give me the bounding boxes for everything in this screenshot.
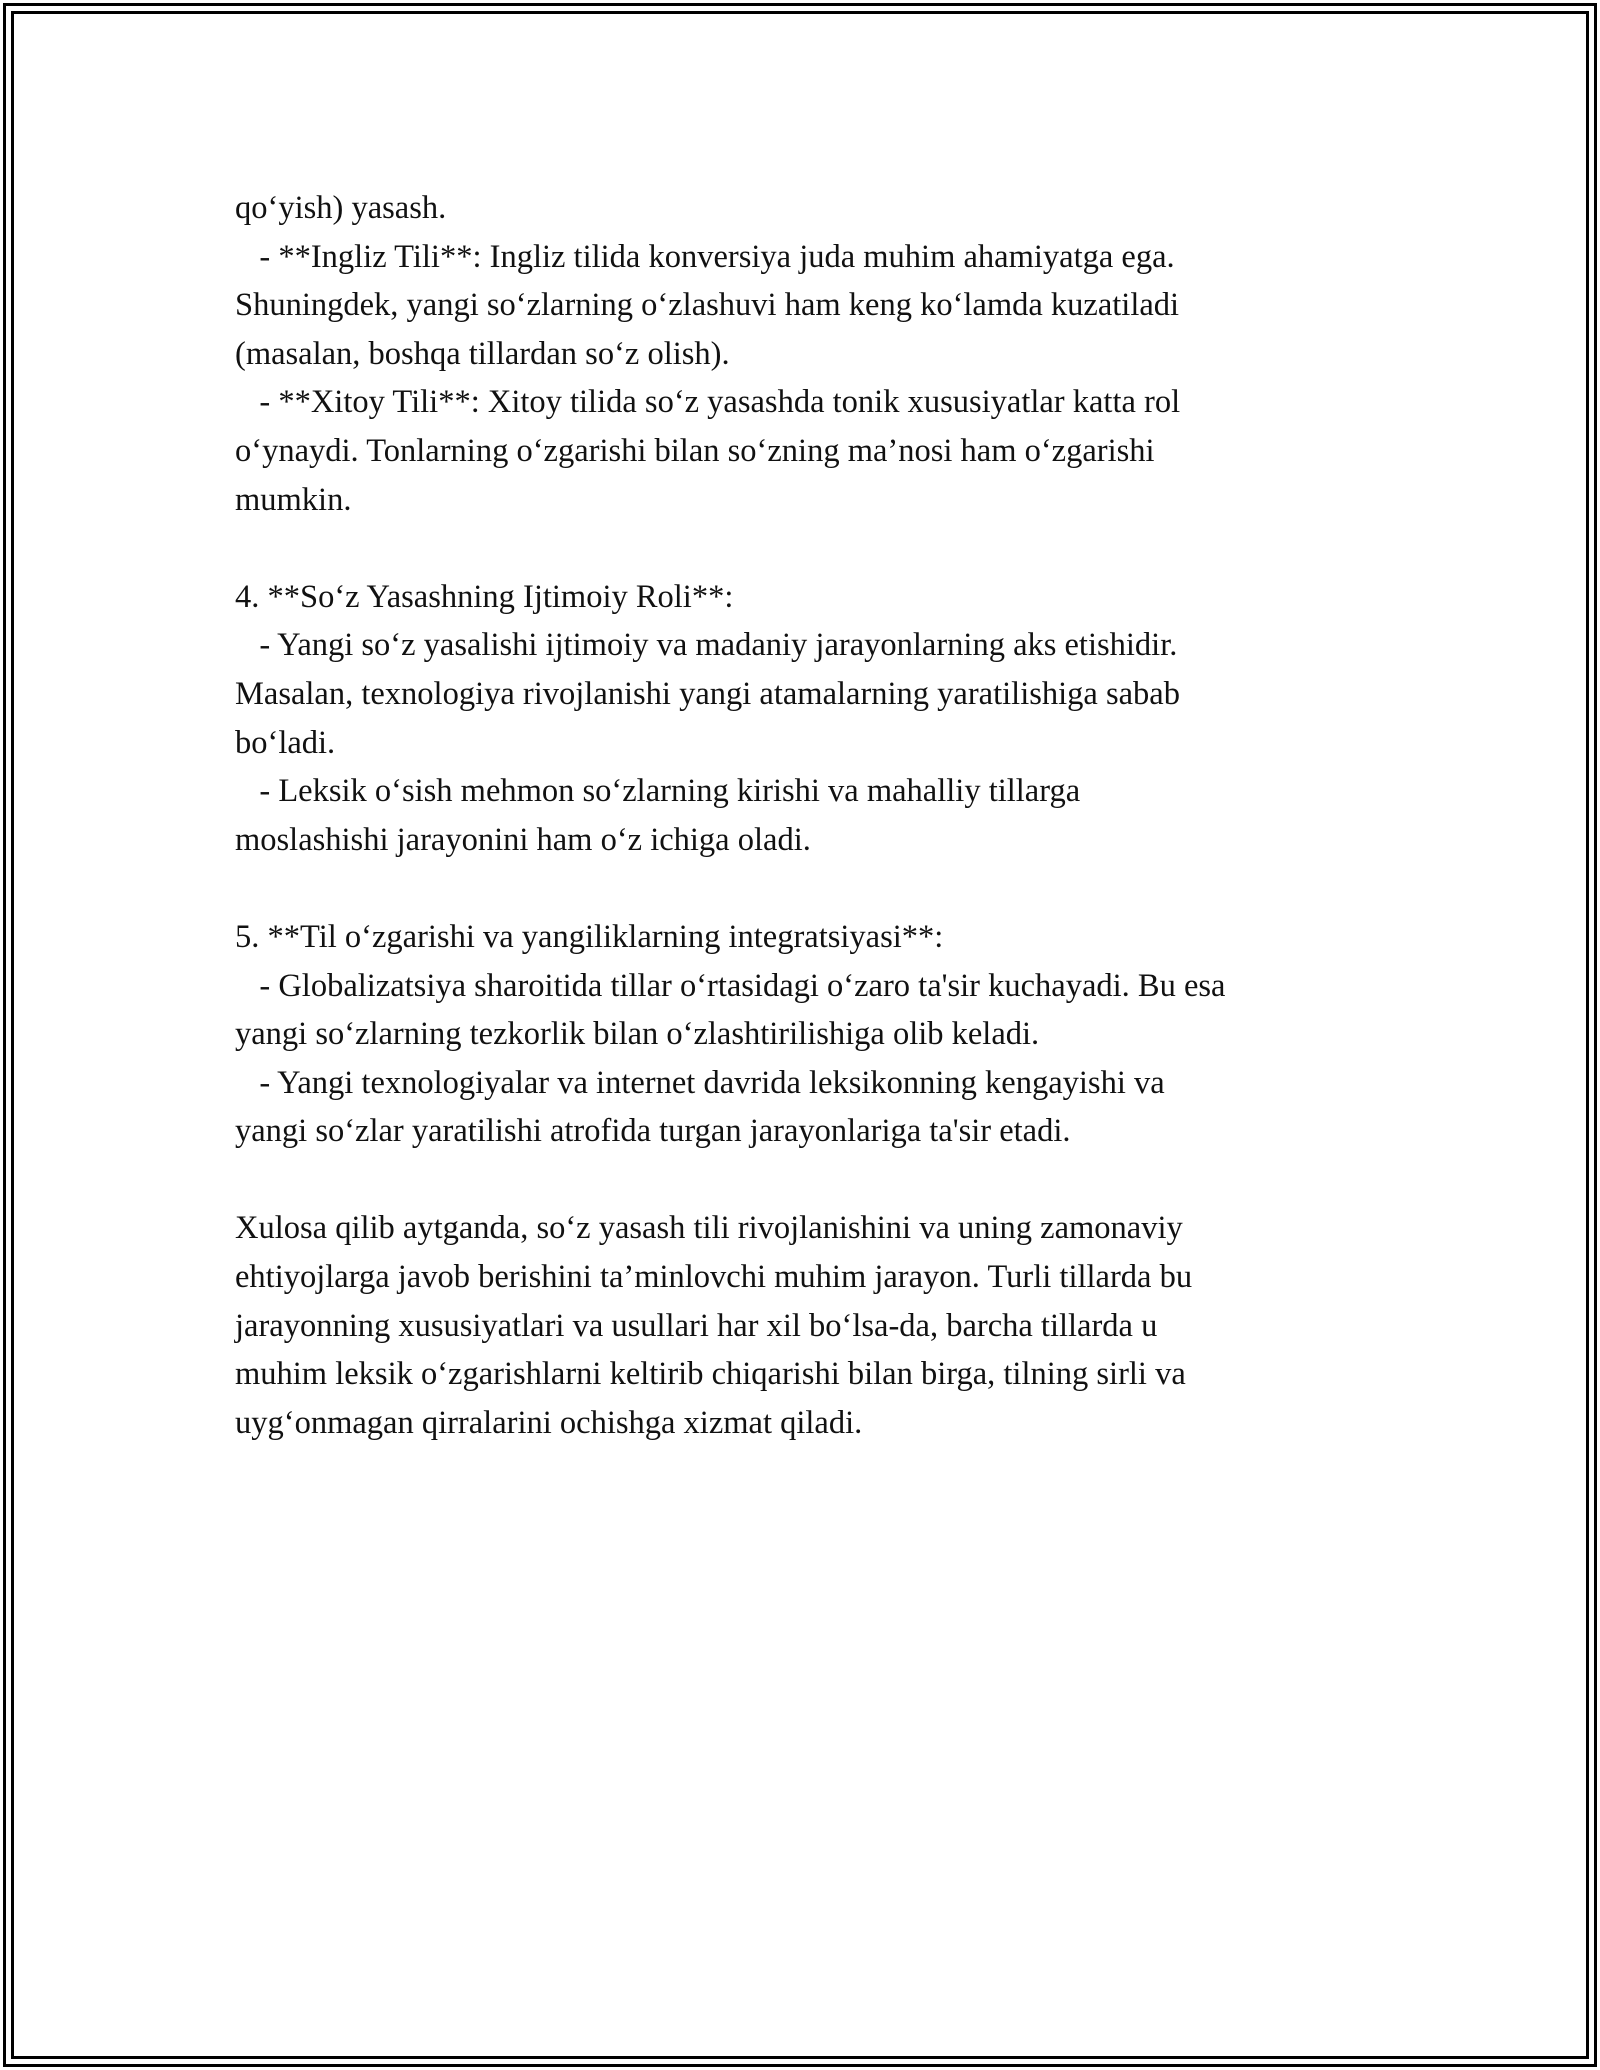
paragraph-language-examples: [235, 184, 1385, 524]
text-line: yangi so‘zlar yaratilishi atrofida turgan jarayonlariga ta'sir etadi.: [235, 1113, 1071, 1150]
text-line: uyg‘onmagan qirralarini ochishga xizmat qiladi.: [235, 1404, 863, 1441]
document-body: [235, 184, 1385, 1447]
text-line: - Yangi so‘z yasalishi ijtimoiy va madaniy jarayonlarning aks etishidir.: [235, 627, 1178, 664]
section-heading: 4. **So‘z Yasashning Ijtimoiy Roli**:: [235, 578, 734, 615]
text-line: ehtiyojlarga javob berishini ta’minlovchi muhim jarayon. Turli tillarda bu: [235, 1259, 1193, 1296]
text-line: moslashishi jarayonini ham o‘z ichiga oladi.: [235, 821, 811, 858]
paragraph-conclusion: [235, 1204, 1385, 1447]
paragraph-spacer: [235, 524, 1385, 573]
text-line: jarayonning xususiyatlari va usullari har xil bo‘lsa-da, barcha tillarda u: [235, 1307, 1158, 1344]
text-line: (masalan, boshqa tillardan so‘z olish).: [235, 335, 730, 372]
section-language-change: [235, 913, 1385, 1156]
text-line: Shuningdek, yangi so‘zlarning o‘zlashuvi ham keng ko‘lamda kuzatiladi: [235, 287, 1180, 324]
text-line: - Globalizatsiya sharoitida tillar o‘rtasidagi o‘zaro ta'sir kuchayadi. Bu esa: [235, 967, 1226, 1004]
text-line: muhim leksik o‘zgarishlarni keltirib chiqarishi bilan birga, tilning sirli va: [235, 1356, 1186, 1393]
text-line: - **Xitoy Tili**: Xitoy tilida so‘z yasashda tonik xususiyatlar katta rol: [235, 384, 1181, 421]
text-line: - Leksik o‘sish mehmon so‘zlarning kirishi va mahalliy tillarga: [235, 773, 1081, 810]
text-line: - Yangi texnologiyalar va internet davrida leksikonning kengayishi va: [235, 1064, 1165, 1101]
paragraph-spacer: [235, 864, 1385, 913]
text-line: - **Ingliz Tili**: Ingliz tilida konversiya juda muhim ahamiyatga ega.: [235, 238, 1175, 275]
text-line: bo‘ladi.: [235, 724, 336, 761]
text-line: o‘ynaydi. Tonlarning o‘zgarishi bilan so‘zning ma’nosi ham o‘zgarishi: [235, 432, 1155, 469]
section-social-role: [235, 573, 1385, 865]
text-line: Xulosa qilib aytganda, so‘z yasash tili rivojlanishini va uning zamonaviy: [235, 1210, 1183, 1247]
text-line: yangi so‘zlarning tezkorlik bilan o‘zlashtirilishiga olib keladi.: [235, 1016, 1040, 1053]
text-line: qo‘yish) yasash.: [235, 190, 447, 226]
section-heading: 5. **Til o‘zgarishi va yangiliklarning integratsiyasi**:: [235, 918, 944, 955]
paragraph-spacer: [235, 1156, 1385, 1205]
text-line: mumkin.: [235, 481, 352, 518]
text-line: Masalan, texnologiya rivojlanishi yangi atamalarning yaratilishiga sabab: [235, 675, 1180, 712]
